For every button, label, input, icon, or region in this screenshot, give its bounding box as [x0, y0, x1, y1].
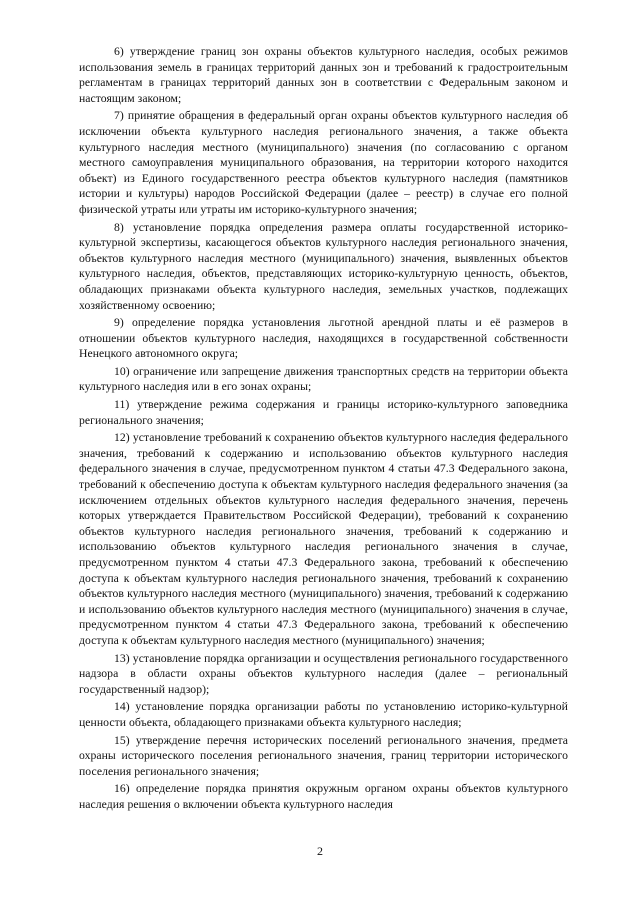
page-number: 2	[317, 844, 323, 858]
paragraph-item-6: 6) утверждение границ зон охраны объектов культурного наследия, особых режимов использования земель в границах территорий данных зон и требований к градостроительным регламентам в границах территорий данных зон в соответствии с Федеральным законом и настоящим законом;	[79, 45, 568, 105]
paragraph-item-8: 8) установление порядка определения размера оплаты государственной историко-культурной экспертизы, касающегося объектов культурного наследия регионального значения, объектов культурного наследия местного (муниципального) значения, выявленных объектов культурного наследия, объектов, представляющих историко-культурную ценность, объектов, обладающих признаками объекта культурного наследия, земельных участков, подлежащих хозяйственному освоению;	[79, 220, 568, 312]
paragraph-item-10: 10) ограничение или запрещение движения транспортных средств на территории объекта культурного наследия или в его зонах охраны;	[79, 364, 568, 394]
paragraph-item-15: 15) утверждение перечня исторических поселений регионального значения, предмета охраны исторического поселения регионального значения, границ территории исторического поселения регионального значения;	[79, 733, 568, 778]
paragraph-item-14: 14) установление порядка организации работы по установлению историко-культурной ценности объекта, обладающего признаками объекта культурного наследия;	[79, 700, 568, 729]
paragraph-item-11: 11) утверждение режима содержания и границы историко-культурного заповедника регионального значения;	[79, 398, 568, 427]
paragraph-item-12: 12) установление требований к сохранению объектов культурного наследия федерального значения, требований к содержанию и использованию объектов культурного наследия федерального значения в случае, предусмотренном пунктом 4 статьи 47.3 Федерального закона, требований к обеспечению доступа к объектам культурного наследия федерального значения (за исключением отдельных объектов культурного наследия федерального значения, перечень которых утверждается Правительством Российской Федерации), требований к сохранению объектов культурного наследия регионального значения, требований к содержанию и использованию объектов культурного наследия регионального значения в случае, предусмотренном пунктом 4 статьи 47.3 Федерального закона, требований к обеспечению доступа к объектам культурного наследия регионального значения, требований к сохранению объектов культурного наследия местного (муниципального) значения, требований к содержанию и использованию объектов культурного наследия местного (муниципального) значения в случае, предусмотренном пунктом 4 статьи 47.3 Федерального закона, требований к обеспечению доступа к объектам культурного наследия местного (муниципального) значения;	[79, 431, 568, 647]
paragraph-item-13: 13) установление порядка организации и осуществления регионального государственного надзора в области охраны объектов культурного наследия (далее – региональный государственный надзор);	[79, 651, 568, 696]
paragraph-item-16: 16) определение порядка принятия окружным органом охраны объектов культурного наследия решения о включении объекта культурного наследия	[79, 782, 568, 811]
document-body	[79, 44, 568, 815]
paragraph-item-9: 9) определение порядка установления льготной арендной платы и её размеров в отношении объектов культурного наследия, находящихся в государственной собственности Ненецкого автономного округа;	[79, 316, 568, 361]
paragraph-item-7: 7) принятие обращения в федеральный орган охраны объектов культурного наследия об исключении объекта культурного наследия регионального значения, а также объекта культурного наследия местного (муниципального) значения (по согласованию с органом местного самоуправления муниципального образования, на территории которого находится объект) из Единого государственного реестра объектов культурного наследия (памятников истории и культуры) народов Российской Федерации (далее – реестр) в случае его полной физической утраты или утраты им историко-культурного значения;	[79, 109, 568, 216]
